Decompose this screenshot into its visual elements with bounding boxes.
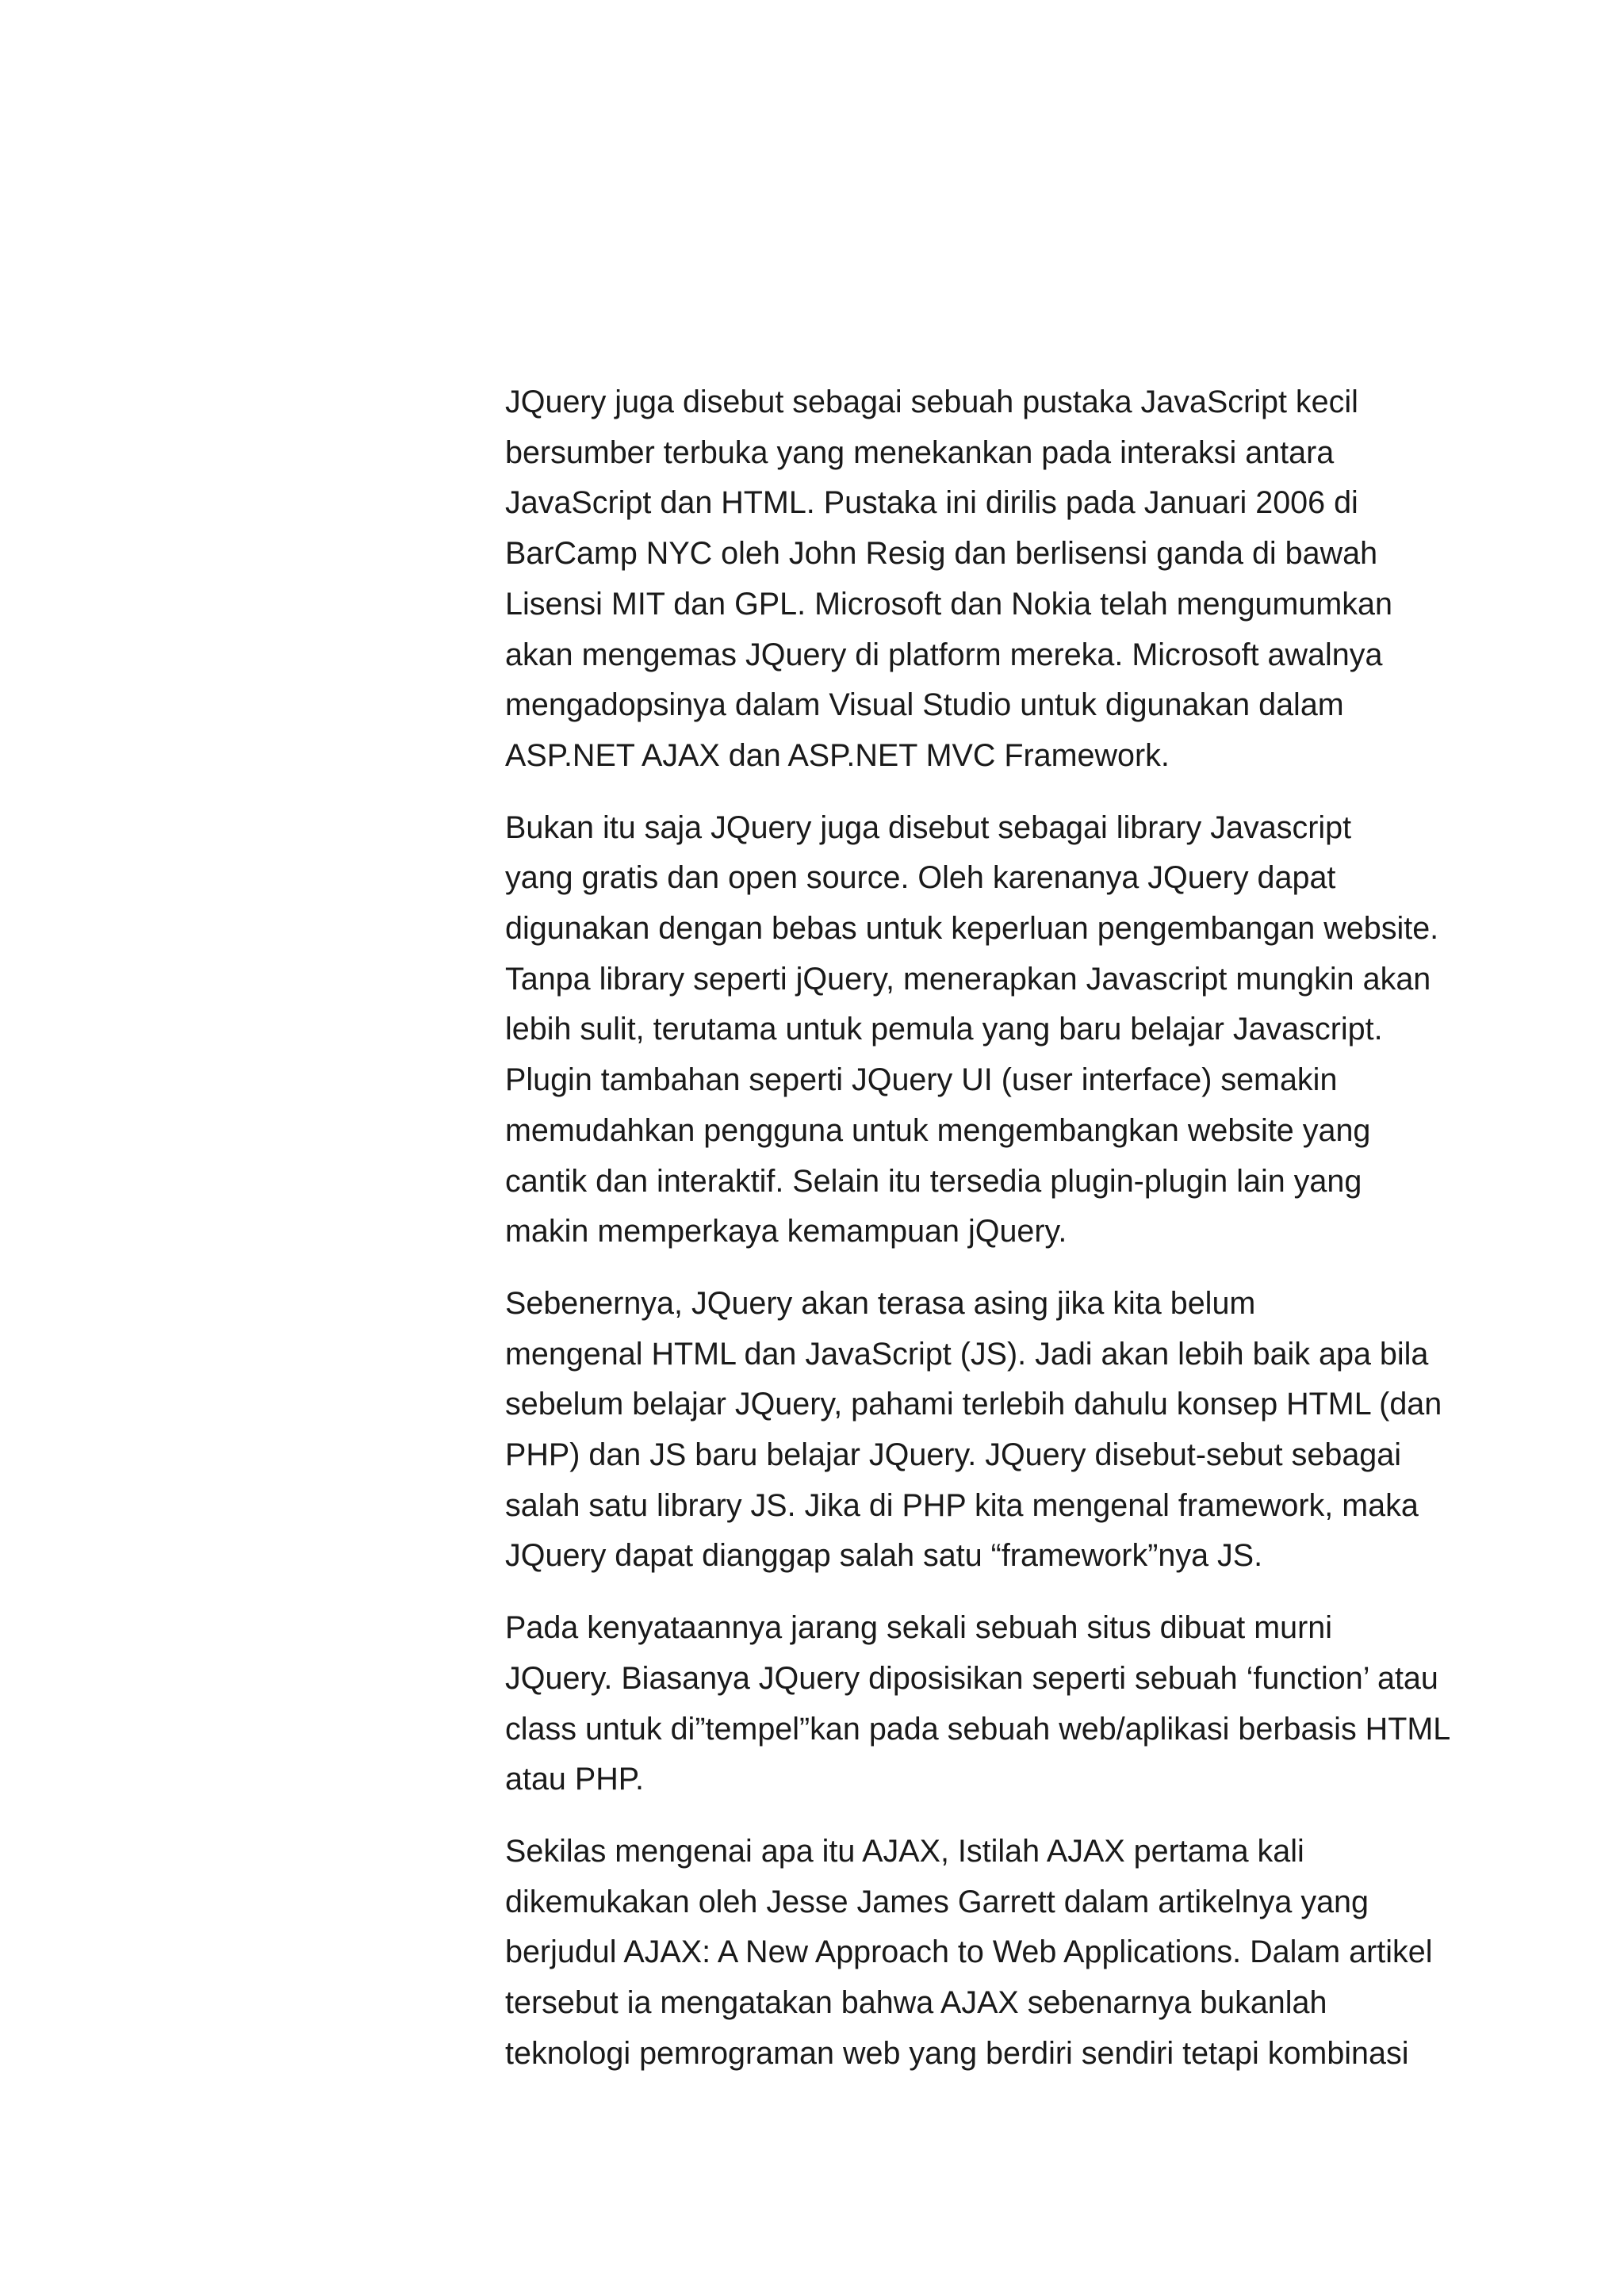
text-line: salah satu library JS. Jika di PHP kita mengenal framework, maka <box>505 1487 1419 1523</box>
text-line: yang gratis dan open source. Oleh karenanya JQuery dapat <box>505 860 1336 896</box>
paragraph-jquery-html-js <box>408 1279 1442 1582</box>
text-line: JQuery juga disebut sebagai sebuah pustaka JavaScript kecil <box>505 385 1358 419</box>
document-body <box>408 377 1451 2101</box>
paragraph-jquery-library <box>408 803 1439 1257</box>
text-line: PHP) dan JS baru belajar JQuery. JQuery disebut-sebut sebagai <box>505 1437 1401 1473</box>
text-line: JavaScript dan HTML. Pustaka ini dirilis pada Januari 2006 di <box>505 485 1358 521</box>
text-line: atau PHP. <box>505 1762 644 1797</box>
text-line: JQuery dapat dianggap salah satu “framework”nya JS. <box>505 1538 1263 1574</box>
paragraph-ajax-intro <box>408 1827 1433 2080</box>
text-line: tersebut ia mengatakan bahwa AJAX sebenarnya bukanlah <box>505 1985 1327 2021</box>
text-line: mengenal HTML dan JavaScript (JS). Jadi akan lebih baik apa bila <box>505 1336 1429 1372</box>
text-line: dikemukakan oleh Jesse James Garrett dalam artikelnya yang <box>505 1884 1369 1919</box>
text-line: sebelum belajar JQuery, pahami terlebih dahulu konsep HTML (dan <box>505 1387 1442 1422</box>
text-line: mengadopsinya dalam Visual Studio untuk digunakan dalam <box>505 687 1344 723</box>
text-line: berjudul AJAX: A New Approach to Web Applications. Dalam artikel <box>505 1934 1433 1970</box>
text-line: teknologi pemrograman web yang berdiri sendiri tetapi kombinasi <box>505 2035 1409 2071</box>
text-line: digunakan dengan bebas untuk keperluan pengembangan website. <box>505 911 1439 947</box>
text-line: Sebenernya, JQuery akan terasa asing jika kita belum <box>505 1285 1256 1321</box>
text-line: JQuery. Biasanya JQuery diposisikan seperti sebuah ‘function’ atau <box>505 1660 1438 1696</box>
text-line: bersumber terbuka yang menekankan pada interaksi antara <box>505 434 1335 470</box>
text-line: makin memperkaya kemampuan jQuery. <box>505 1214 1067 1249</box>
text-line: lebih sulit, terutama untuk pemula yang baru belajar Javascript. <box>505 1012 1383 1047</box>
text-line: akan mengemas JQuery di platform mereka. Microsoft awalnya <box>505 637 1383 672</box>
paragraph-jquery-usage <box>408 1603 1451 1805</box>
text-line: BarCamp NYC oleh John Resig dan berlisensi ganda di bawah <box>505 536 1378 572</box>
text-line: Sekilas mengenai apa itu AJAX, Istilah AJAX pertama kali <box>505 1833 1304 1869</box>
text-line: Bukan itu saja JQuery juga disebut sebagai library Javascript <box>505 809 1352 845</box>
text-line: Pada kenyataannya jarang sekali sebuah situs dibuat murni <box>505 1610 1333 1646</box>
paragraph-jquery-intro <box>408 377 1391 782</box>
text-line: cantik dan interaktif. Selain itu tersedia plugin-plugin lain yang <box>505 1163 1362 1199</box>
text-line: Lisensi MIT dan GPL. Microsoft dan Nokia telah mengumumkan <box>505 586 1392 622</box>
text-line: Tanpa library seperti jQuery, menerapkan Javascript mungkin akan <box>505 961 1431 997</box>
text-line: ASP.NET AJAX dan ASP.NET MVC Framework. <box>505 737 1170 773</box>
text-line: memudahkan pengguna untuk mengembangkan website yang <box>505 1112 1371 1148</box>
text-line: Plugin tambahan seperti JQuery UI (user interface) semakin <box>505 1062 1338 1098</box>
text-line: class untuk di”tempel”kan pada sebuah web/aplikasi berbasis HTML <box>505 1711 1451 1747</box>
